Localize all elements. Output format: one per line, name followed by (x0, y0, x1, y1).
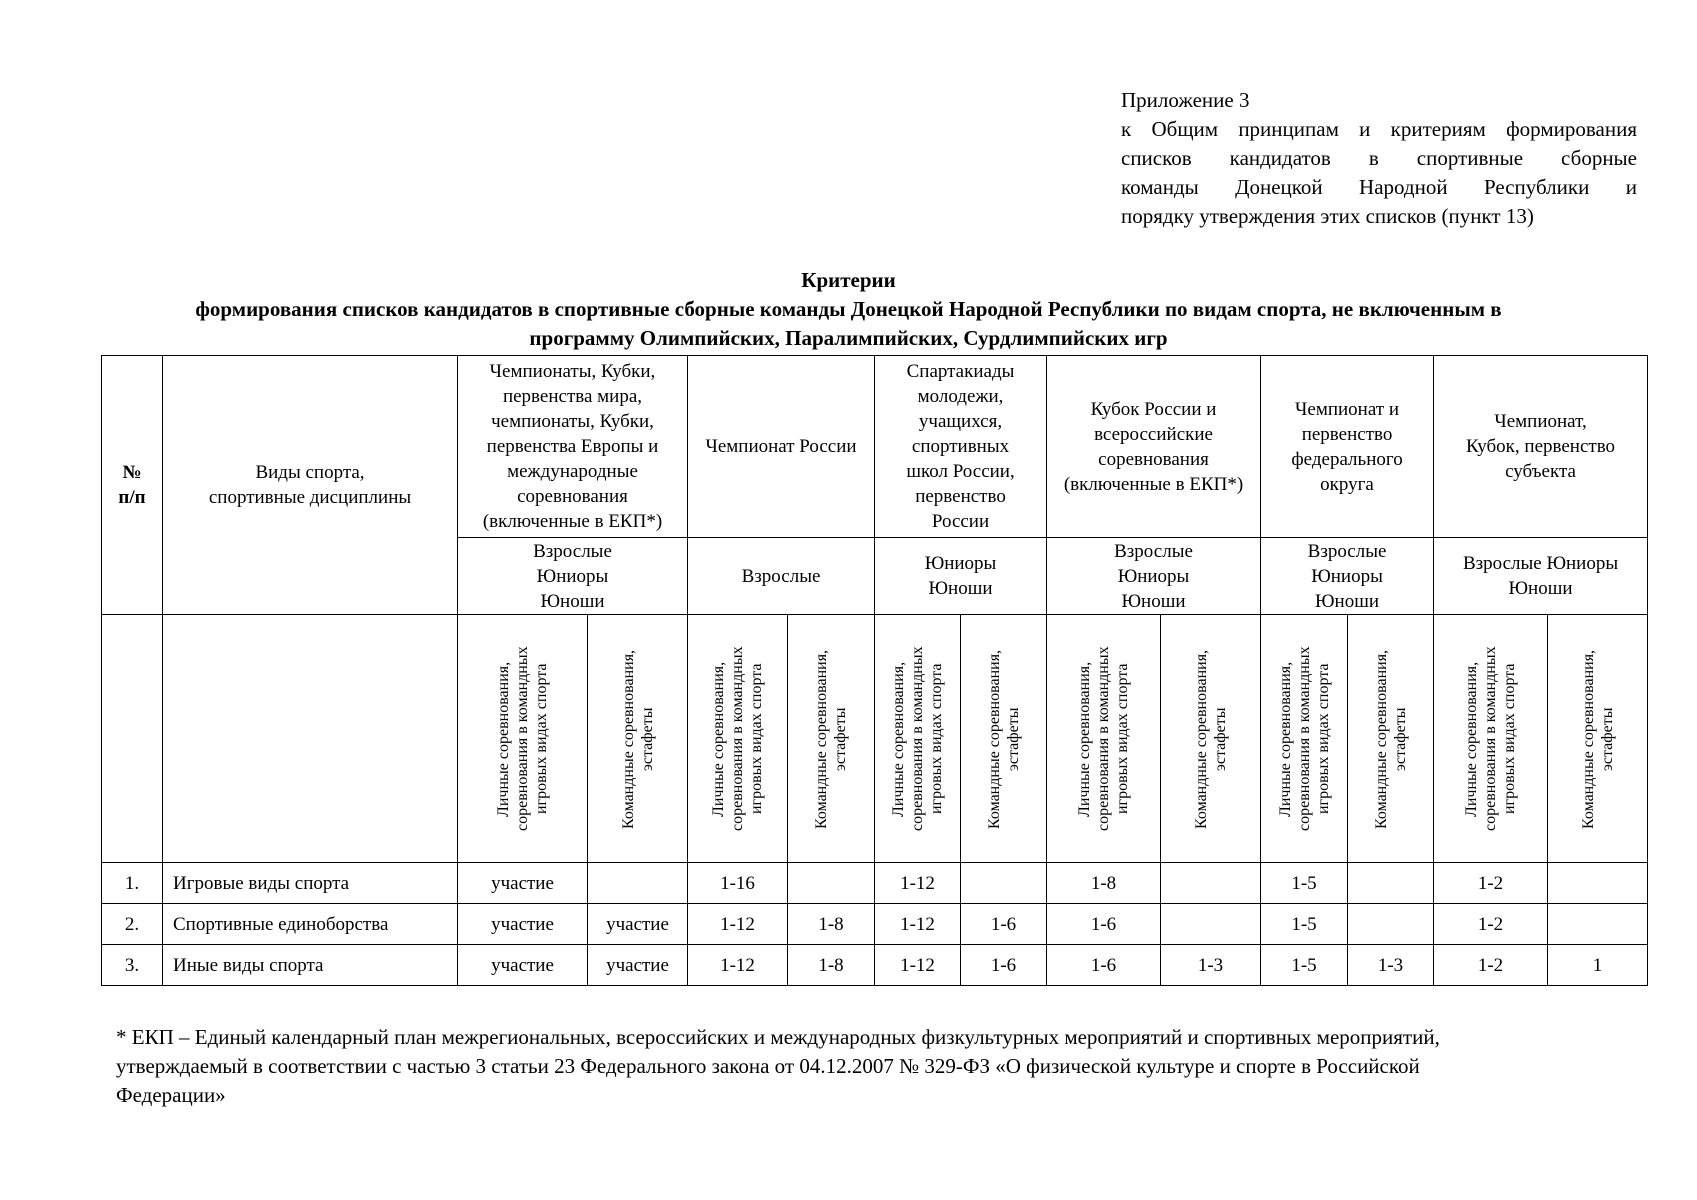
group-header-spartakiad: Спартакиады молодежи, учащихся, спортивных школ России, первенство России (875, 356, 1047, 538)
table-cell: 1-6 (961, 904, 1047, 945)
table-row (102, 904, 1648, 945)
subheader-individual: Личные соревнования, соревнования в командных игровых видах спорта (458, 615, 588, 863)
sport-name: Спортивные единоборства (163, 904, 458, 945)
appendix-line: к Общим принципам и критериям формирования (1121, 117, 1637, 141)
appendix-line: списков кандидатов в спортивные сборные (1121, 146, 1637, 170)
footnote (116, 1023, 1651, 1110)
sport-name: Иные виды спорта (163, 945, 458, 986)
heading-subtitle-line: формирования списков кандидатов в спортивные сборные команды Донецкой Народной Республики по видам спорта, не включенным в (195, 297, 1502, 321)
table-cell (1348, 863, 1434, 904)
table-row (102, 863, 1648, 904)
table-cell: 1-2 (1434, 904, 1548, 945)
table-cell (961, 863, 1047, 904)
empty-cell (163, 615, 458, 863)
table-cell: 1-6 (1047, 904, 1161, 945)
age-groups: Взрослые Юниоры Юноши (1261, 538, 1434, 615)
table-cell: 1-12 (688, 904, 788, 945)
sport-header: Виды спорта, спортивные дисциплины (163, 356, 458, 615)
table-cell: участие (458, 904, 588, 945)
criteria-table (101, 355, 1648, 986)
table-cell (1548, 904, 1648, 945)
table-cell: 1-6 (961, 945, 1047, 986)
table-cell: 1-3 (1161, 945, 1261, 986)
subheader-team: Командные соревнования, эстафеты (588, 615, 688, 863)
table-cell: 1-3 (1348, 945, 1434, 986)
subheader-team: Командные соревнования, эстафеты (961, 615, 1047, 863)
table-cell: 1-2 (1434, 945, 1548, 986)
table-cell: 1-12 (875, 863, 961, 904)
heading-subtitle-line: программу Олимпийских, Паралимпийских, Сурдлимпийских игр (529, 326, 1168, 350)
table-cell (588, 863, 688, 904)
row-number: 3. (102, 945, 163, 986)
table-cell: 1-5 (1261, 945, 1348, 986)
table-cell: 1-8 (1047, 863, 1161, 904)
table-cell: 1-12 (688, 945, 788, 986)
group-header-russia-championship: Чемпионат России (688, 356, 875, 538)
group-header-world: Чемпионаты, Кубки, первенства мира, чемпионаты, Кубки, первенства Европы и международные соревнования (включенные в ЕКП*) (458, 356, 688, 538)
table-cell: 1-12 (875, 904, 961, 945)
table-cell: участие (458, 945, 588, 986)
table-cell (1161, 904, 1261, 945)
appendix-note (1121, 86, 1637, 231)
appendix-line: порядку утверждения этих списков (пункт 13) (1121, 204, 1534, 228)
table-cell (788, 863, 875, 904)
table-cell: участие (588, 904, 688, 945)
age-groups: Взрослые Юниоры Юноши (1047, 538, 1261, 615)
table-cell: 1-8 (788, 904, 875, 945)
table-cell: 1-6 (1047, 945, 1161, 986)
document-heading (0, 266, 1697, 353)
row-number: 2. (102, 904, 163, 945)
subheader-individual: Личные соревнования, соревнования в командных игровых видах спорта (875, 615, 961, 863)
table-cell: 1-8 (788, 945, 875, 986)
sport-name: Игровые виды спорта (163, 863, 458, 904)
table-cell: 1-5 (1261, 904, 1348, 945)
table-cell: 1-5 (1261, 863, 1348, 904)
empty-cell (102, 615, 163, 863)
subheader-team: Командные соревнования, эстафеты (788, 615, 875, 863)
subheader-individual: Личные соревнования, соревнования в командных игровых видах спорта (1434, 615, 1548, 863)
subheader-individual: Личные соревнования, соревнования в командных игровых видах спорта (1047, 615, 1161, 863)
table-cell: 1-12 (875, 945, 961, 986)
age-groups: Взрослые (688, 538, 875, 615)
footnote-line: утверждаемый в соответствии с частью 3 статьи 23 Федерального закона от 04.12.2007 № 329-ФЗ «О физической культуре и спорте в Российской (116, 1054, 1420, 1078)
table-cell: участие (458, 863, 588, 904)
footnote-line: * ЕКП – Единый календарный план межрегиональных, всероссийских и международных физкультурных мероприятий и спортивных мероприятий, (116, 1025, 1440, 1049)
subheader-team: Командные соревнования, эстафеты (1161, 615, 1261, 863)
subheader-individual: Личные соревнования, соревнования в командных игровых видах спорта (1261, 615, 1348, 863)
age-groups: Взрослые Юниоры Юноши (458, 538, 688, 615)
table-cell: 1-2 (1434, 863, 1548, 904)
footnote-line: Федерации» (116, 1083, 226, 1107)
num-header: № п/п (102, 356, 163, 615)
age-groups: Юниоры Юноши (875, 538, 1047, 615)
group-header-russia-cup: Кубок России и всероссийские соревнования (включенные в ЕКП*) (1047, 356, 1261, 538)
row-number: 1. (102, 863, 163, 904)
table-cell: участие (588, 945, 688, 986)
table-cell (1548, 863, 1648, 904)
subheader-team: Командные соревнования, эстафеты (1548, 615, 1648, 863)
table-cell: 1-16 (688, 863, 788, 904)
table-cell (1348, 904, 1434, 945)
subheader-individual: Личные соревнования, соревнования в командных игровых видах спорта (688, 615, 788, 863)
heading-title: Критерии (801, 268, 896, 292)
table-cell: 1 (1548, 945, 1648, 986)
table-cell (1161, 863, 1261, 904)
table-row (102, 945, 1648, 986)
subheader-team: Командные соревнования, эстафеты (1348, 615, 1434, 863)
group-header-subject: Чемпионат, Кубок, первенство субъекта (1434, 356, 1648, 538)
appendix-line: Приложение 3 (1121, 88, 1250, 112)
group-header-federal-district: Чемпионат и первенство федерального округа (1261, 356, 1434, 538)
appendix-line: команды Донецкой Народной Республики и (1121, 175, 1637, 199)
age-groups: Взрослые Юниоры Юноши (1434, 538, 1648, 615)
